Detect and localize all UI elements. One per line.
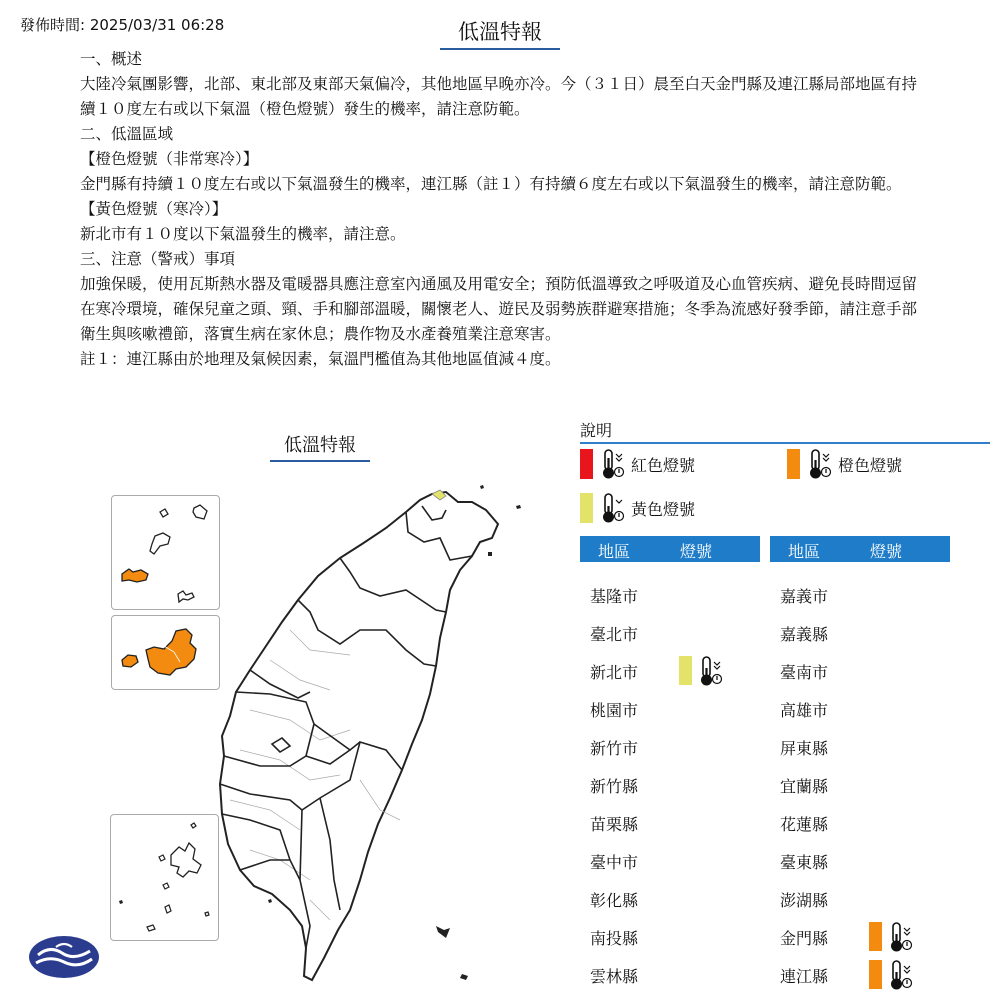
footnote: 註１：連江縣由於地理及氣候因素，氣溫門檻值為其他地區值減４度。 [80,350,561,368]
taiwan-outline [220,492,498,980]
region-name: 新竹縣 [590,777,639,796]
column-region: 地區 [598,542,631,561]
thermometer-icon [697,655,723,687]
region-name: 南投縣 [590,929,639,948]
page-title: 低溫特報 [440,16,560,50]
map-title: 低溫特報 [270,431,370,462]
region-row [590,884,760,914]
region-row [780,732,950,762]
region-name: 嘉義縣 [780,625,829,644]
region-name: 澎湖縣 [780,891,829,910]
region-name: 桃園市 [590,701,639,720]
region-row [780,618,950,648]
region-row [780,580,950,610]
region-name: 新竹市 [590,739,639,758]
thermometer-icon [887,959,913,991]
region-row [780,884,950,914]
region-row [590,922,760,952]
bulletin-text [80,47,920,372]
orange-signal-swatch [869,922,882,951]
thermometer-icon [599,448,625,480]
region-name: 臺中市 [590,853,639,872]
region-row [590,770,760,800]
region-row [780,846,950,876]
paragraph: 加強保暖，使用瓦斯熱水器及電暖器具應注意室內通風及用電安全；預防低溫導致之呼吸道及心血管疾病、避免長時間逗留在寒冷環境，確保兒童之頭、頸、手和腳部溫暖，關懷老人、遊民及弱勢族群避寒措施；冬季為流感好發季節，請注意手部衛生與咳嗽禮節，落實生病在家休息；農作物及水產養殖業注意寒害。 [80,275,918,343]
table-header-right [770,536,950,562]
taiwan-map [210,480,530,990]
region-row [590,846,760,876]
region-row [590,618,760,648]
legend-title: 說明 [580,418,990,444]
region-name: 新北市 [590,663,639,682]
region-name: 連江縣 [780,967,829,986]
region-name: 金門縣 [780,929,829,948]
thermometer-icon [806,448,832,480]
region-name: 基隆市 [590,587,639,606]
orange-signal-swatch [869,960,882,989]
thermometer-icon [599,492,625,524]
region-row [780,808,950,838]
table-header-left [580,536,760,562]
region-name: 花蓮縣 [780,815,829,834]
region-name: 彰化縣 [590,891,639,910]
penghu-inset-map [110,814,219,941]
legend-orange-label: 橙色燈號 [838,455,903,475]
region-row [780,656,950,686]
red-swatch [580,449,593,479]
region-row [780,960,950,990]
region-row [590,808,760,838]
region-row [590,694,760,724]
region-name: 雲林縣 [590,967,639,986]
paragraph: 大陸冷氣團影響，北部、東北部及東部天氣偏冷，其他地區早晚亦冷。今（３１日）晨至白天金門縣及連江縣局部地區有持續１０度左右或以下氣溫（橙色燈號）發生的機率，請注意防範。 [80,75,918,118]
region-name: 臺南市 [780,663,829,682]
region-name: 屏東縣 [780,739,829,758]
kinmen-inset-map [111,615,220,690]
yellow-signal-swatch [679,656,692,685]
yellow-swatch [580,493,593,523]
orange-swatch [787,449,800,479]
legend-yellow-label: 黃色燈號 [631,499,696,519]
matsu-inset-map [111,495,220,610]
region-row [780,770,950,800]
column-region: 地區 [788,542,821,561]
region-name: 高雄市 [780,701,829,720]
paragraph: 新北市有１０度以下氣溫發生的機率，請注意。 [80,225,406,243]
legend-orange [787,448,902,480]
region-name: 臺北市 [590,625,639,644]
publish-time: 發佈時間: 2025/03/31 06:28 [20,16,225,34]
legend-red [580,448,695,480]
region-row [590,656,760,686]
region-name: 苗栗縣 [590,815,639,834]
column-signal: 燈號 [680,542,713,561]
region-row [590,960,760,990]
section-heading: 一、概述 [80,50,143,68]
lienchiang-island [122,569,148,582]
region-row [590,732,760,762]
legend-red-label: 紅色燈號 [631,455,696,475]
thermometer-icon [887,921,913,953]
region-name: 嘉義市 [780,587,829,606]
section-heading: 三、注意（警戒）事項 [80,250,236,268]
paragraph: 金門縣有持續１０度左右或以下氣溫發生的機率，連江縣（註１）有持續６度左右或以下氣溫發生的機率，請注意防範。 [80,175,902,193]
region-name: 臺東縣 [780,853,829,872]
column-signal: 燈號 [870,542,903,561]
section-heading: 二、低溫區域 [80,125,174,143]
region-row [780,694,950,724]
subheading: 【橙色燈號（非常寒冷）】 [80,150,259,168]
legend-yellow [580,492,695,524]
region-name: 宜蘭縣 [780,777,829,796]
region-row [780,922,950,952]
subheading: 【黃色燈號（寒冷）】 [80,200,228,218]
cwa-logo [28,935,100,979]
region-row [590,580,760,610]
